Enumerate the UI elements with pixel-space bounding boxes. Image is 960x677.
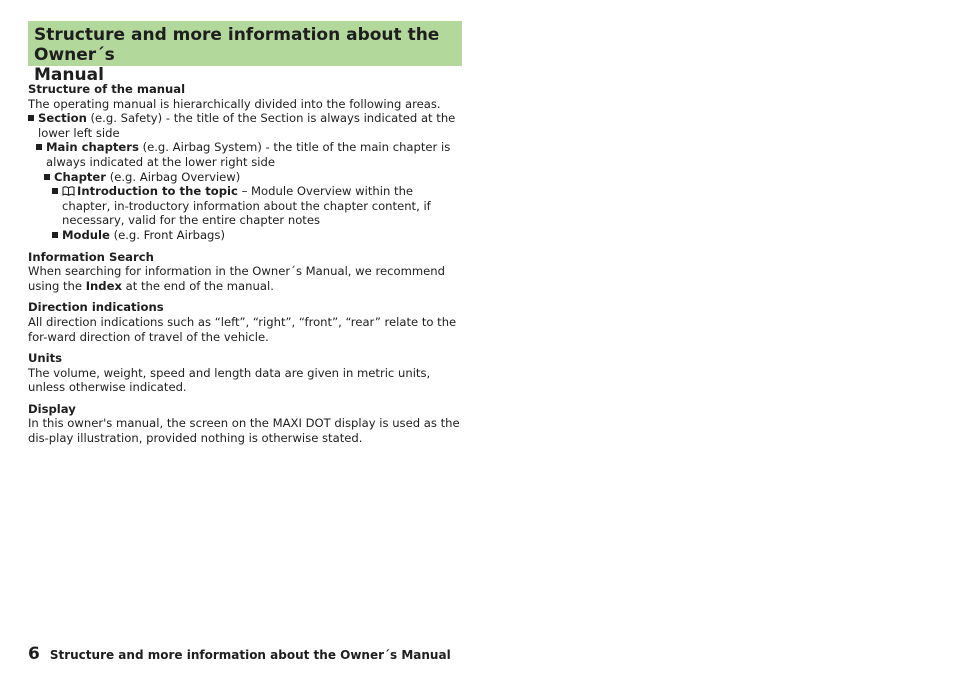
section-structure <box>28 82 464 243</box>
bullet-square-icon <box>28 115 34 121</box>
list-term: Introduction to the topic <box>77 184 238 199</box>
section-display <box>28 402 464 446</box>
section-title-direction: Direction indications <box>28 300 164 315</box>
open-book-icon <box>62 186 75 196</box>
list-term: Main chapters <box>46 140 139 155</box>
section-title-display: Display <box>28 401 76 416</box>
section-units <box>28 351 464 395</box>
section-title-search: Information Search <box>28 249 154 264</box>
section-direction <box>28 300 464 344</box>
section-title-units: Units <box>28 351 63 366</box>
search-term-index: Index <box>85 278 122 293</box>
list-text: (e.g. Airbag System) - the title of the main chapter is always indicated at the lower right side <box>46 140 451 169</box>
bullet-square-icon <box>36 144 42 150</box>
list-item-main-chapters <box>28 140 464 169</box>
list-text: (e.g. Front Airbags) <box>109 227 225 242</box>
footer-title: Structure and more information about the Owner´s Manual <box>49 648 451 662</box>
list-text: (e.g. Safety) - the title of the Section is always indicated at the lower left side <box>38 111 456 140</box>
list-item-module <box>28 228 464 243</box>
page-heading <box>28 21 462 85</box>
bullet-square-icon <box>52 232 58 238</box>
bullet-square-icon <box>44 174 50 180</box>
units-text: The volume, weight, speed and length data are given in metric units, unless otherwise indicated. <box>28 365 431 395</box>
manual-content <box>28 82 464 453</box>
list-term: Chapter <box>54 169 107 184</box>
list-item-section <box>28 111 464 140</box>
page-heading-line-2: Manual <box>34 65 104 85</box>
list-term: Section <box>38 111 87 126</box>
list-term: Module <box>62 227 110 242</box>
list-item-introduction <box>28 184 464 228</box>
page-heading-line-1: Structure and more information about the Owner´s <box>34 25 440 65</box>
search-text-after: at the end of the manual. <box>121 278 274 293</box>
bullet-square-icon <box>52 188 58 194</box>
list-item-chapter <box>28 170 464 185</box>
list-text: (e.g. Airbag Overview) <box>106 169 241 184</box>
list-text: – Module Overview within the chapter, in-troductory information about the chapter content, if necessary, valid for the entire chapter notes <box>62 184 431 228</box>
search-text <box>28 264 464 293</box>
section-title-structure: Structure of the manual <box>28 82 186 96</box>
search-text-before: When searching for information in the Owner´s Manual, we recommend using the <box>28 264 446 293</box>
display-text: In this owner's manual, the screen on the MAXI DOT display is used as the dis-play illustration, provided nothing is otherwise stated. <box>28 416 460 446</box>
page-footer <box>28 644 451 664</box>
section-search <box>28 250 464 294</box>
page-number: 6 <box>28 644 40 664</box>
structure-intro: The operating manual is hierarchically divided into the following areas. <box>28 96 441 111</box>
direction-text: All direction indications such as “left”, “right”, “front”, “rear” relate to the for-ward direction of travel of the vehicle. <box>28 314 457 344</box>
